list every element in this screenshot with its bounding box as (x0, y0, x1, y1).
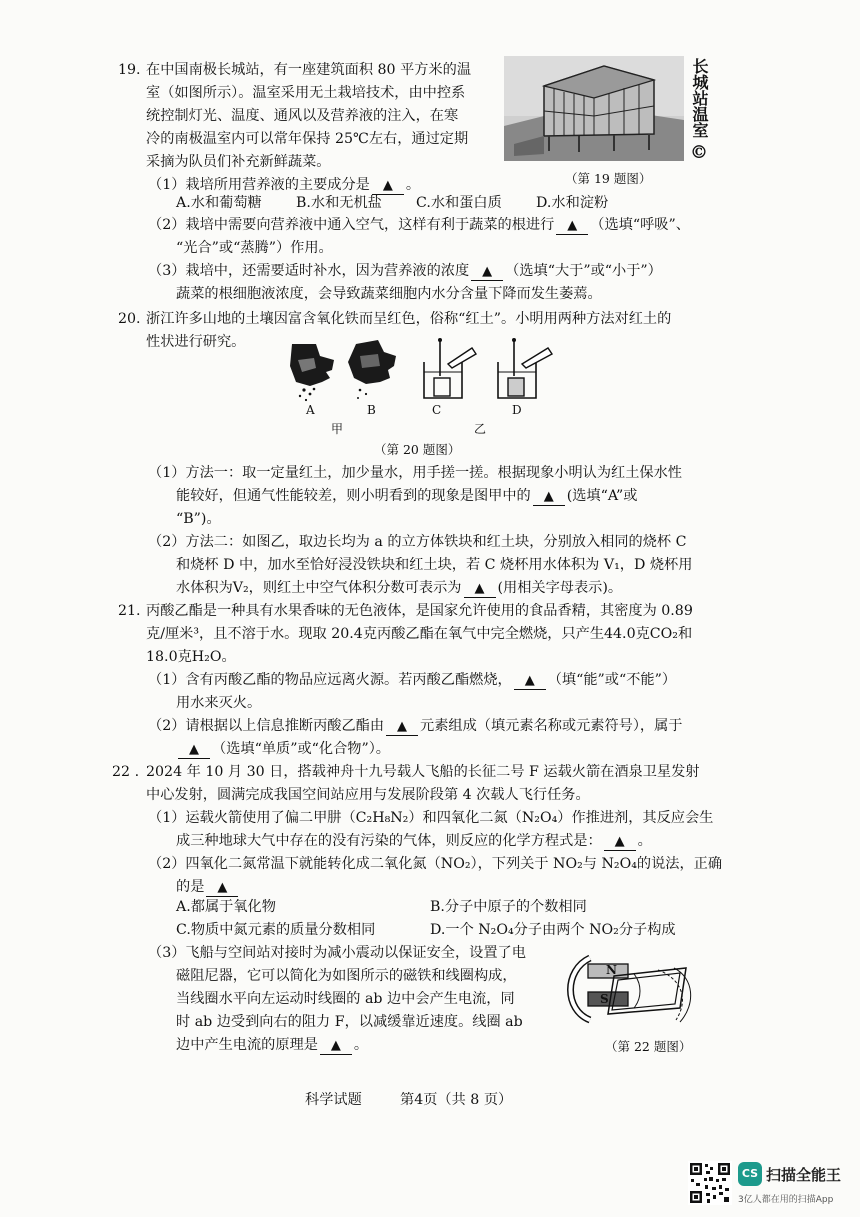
q20-part2-end: 水体积为V₂，则红土中空气体积分数可表示为 ▲ (用相关字母表示)。 (176, 580, 623, 596)
option: D.一个 N₂O₄分子由两个 NO₂分子构成 (430, 922, 676, 938)
option: A.都属于氧化物 (176, 899, 276, 915)
q20-line: 性状进行研究。 (146, 334, 246, 350)
q22-line: 2024 年 10 月 30 日，搭载神舟十九号载人飞船的长征二号 F 运载火箭在酒泉卫星发射 (146, 764, 700, 780)
scanner-app-name: 扫描全能王 (766, 1166, 842, 1184)
magnet-coil-diagram (570, 948, 696, 1030)
q21-line: 18.0克H₂O。 (146, 649, 236, 665)
answer-blank[interactable]: ▲ (386, 719, 418, 736)
answer-blank[interactable]: ▲ (533, 489, 565, 506)
q19-line: 采摘为队员们补充新鲜蔬菜。 (146, 154, 331, 170)
q19-part2: （2）栽培中需要向营养液中通入空气，这样有利于蔬菜的根进行 ▲ （选填“呼吸”、 (148, 217, 690, 233)
q22-part3-end: 边中产生电流的原理是 ▲ 。 (176, 1037, 369, 1053)
q19-line: 冷的南极温室内可以常年保持 25℃左右，通过定期 (146, 131, 469, 147)
group-label: 乙 (474, 422, 487, 436)
q19-part3: （3）栽培中，还需要适时补水，因为营养液的浓度 ▲ （选填“大于”或“小于”） (148, 263, 662, 279)
group-label: 甲 (331, 422, 344, 436)
q22-part1-cont: 成三种地球大气中存在的没有污染的气体，则反应的化学方程式是： ▲ 。 (176, 833, 652, 849)
answer-blank[interactable]: ▲ (178, 742, 210, 759)
q21-part2-cont: ▲ （选填“单质”或“化合物”）。 (176, 739, 390, 759)
answer-blank[interactable]: ▲ (372, 178, 404, 195)
option: C.物质中氮元素的质量分数相同 (176, 922, 376, 938)
answer-blank[interactable]: ▲ (206, 880, 238, 897)
figure-label: B (367, 403, 376, 417)
figure-a-hand-crumbling (286, 342, 338, 404)
q20-part1-cont: 能较好，但通气性能较差，则小明看到的现象是图甲中的 ▲ (选填“A”或 (176, 488, 638, 504)
option: D.水和淀粉 (536, 195, 609, 211)
answer-blank[interactable]: ▲ (604, 834, 636, 851)
q21-part1-cont: 用水来灭火。 (176, 695, 262, 711)
q19-line: 在中国南极长城站，有一座建筑面积 80 平方米的温 (146, 62, 472, 78)
option: B.水和无机盐 (296, 195, 382, 211)
magnet-s-label: S (600, 992, 609, 1006)
option: A.水和葡萄糖 (176, 195, 262, 211)
photo-vertical-text: 长城站温室 (690, 58, 709, 138)
question-number: 20. (118, 311, 141, 327)
q19-part1: （1）栽培所用营养液的主要成分是 ▲ 。 (148, 177, 421, 193)
figure-label: A (306, 403, 315, 417)
scanner-tagline: 3亿人都在用的扫描App (738, 1195, 834, 1205)
figure-caption: （第 20 题图） (374, 442, 461, 457)
q22-part2-cont: 的是 ▲ (176, 877, 240, 897)
q21-part1: （1）含有丙酸乙酯的物品应远离火源。若丙酸乙酯燃烧， ▲ （填“能”或“不能”） (148, 672, 677, 688)
q21-line: 丙酸乙酯是一种具有水果香味的无色液体，是国家允许使用的食品香精，其密度为 0.89 (146, 603, 693, 619)
figure-label: C (432, 403, 442, 417)
q20-line: 浙江许多山地的土壤因富含氧化铁而呈红色，俗称“红土”。小明用两种方法对红土的 (146, 311, 672, 327)
question-number: 21. (118, 603, 141, 619)
q22-part3: （3）飞船与空间站对接时为减小震动以保证安全，设置了电 (148, 945, 526, 961)
scanner-logo-icon: CS (738, 1162, 762, 1186)
q21-part2: （2）请根据以上信息推断丙酸乙酯由 ▲ 元素组成（填元素名称或元素符号），属于 (148, 718, 683, 734)
q19-part2-cont: “光合”或“蒸腾”）作用。 (176, 240, 333, 256)
qr-code-icon (688, 1161, 732, 1205)
figure-label: D (512, 403, 522, 417)
q20-part2-cont: 和烧杯 D 中，加水至恰好浸没铁块和红土块，若 C 烧杯用水体积为 V₁，D 烧杯用 (176, 557, 693, 573)
magnet-n-label: N (606, 963, 617, 977)
q19-line: 室（如图所示）。温室采用无土栽培技术，由中控系 (146, 85, 466, 101)
q22-part1: （1）运载火箭使用了偏二甲肼（C₂H₈N₂）和四氧化二氮（N₂O₄）作推进剂，其反应会生 (148, 810, 714, 826)
q20-part2: （2）方法二：如图乙，取边长均为 a 的立方体铁块和红土块，分别放入相同的烧杯 C (148, 534, 687, 550)
q19-line: 统控制灯光、温度、通风以及营养液的注入，在寒 (146, 108, 459, 124)
figure-c-beaker-iron (418, 336, 478, 402)
answer-blank[interactable]: ▲ (514, 673, 546, 690)
figure-caption: （第 22 题图） (605, 1039, 692, 1054)
footer-page: 第4页（共 8 页） (400, 1092, 513, 1108)
photo-logo-icon: © (690, 142, 708, 163)
q22-part3-cont: 时 ab 边受到向右的阻力 F，以减缓靠近速度。线圈 ab (176, 1014, 523, 1030)
answer-blank[interactable]: ▲ (471, 264, 503, 281)
footer-subject: 科学试题 (305, 1092, 362, 1108)
question-number: 22 . (112, 764, 140, 780)
q22-part2: （2）四氧化二氮常温下就能转化成二氧化氮（NO₂），下列关于 NO₂与 N₂O₄的说法，正确 (148, 856, 723, 872)
figure-d-beaker-soil (492, 336, 554, 402)
answer-blank[interactable]: ▲ (464, 581, 496, 598)
question-number: 19. (118, 62, 141, 78)
figure-caption: （第 19 题图） (565, 171, 652, 186)
q22-line: 中心发射，圆满完成我国空间站应用与发展阶段第 4 次载人飞行任务。 (146, 787, 590, 803)
q20-part1: （1）方法一：取一定量红土，加少量水，用手搓一搓。根据现象小明认为红土保水性 (148, 465, 682, 481)
option: C.水和蛋白质 (416, 195, 502, 211)
greenhouse-photo (504, 56, 684, 161)
q21-line: 克/厘米³，且不溶于水。现取 20.4克丙酸乙酯在氧气中完全燃烧，只产生44.0克CO₂和 (146, 626, 693, 642)
q19-part3-cont: 蔬菜的根细胞液浓度，会导致蔬菜细胞内水分含量下降而发生萎蔫。 (176, 286, 602, 302)
answer-blank[interactable]: ▲ (320, 1038, 352, 1055)
answer-blank[interactable]: ▲ (556, 218, 588, 235)
option: B.分子中原子的个数相同 (430, 899, 587, 915)
q20-part1-end: “B”)。 (176, 511, 221, 527)
q22-part3-cont: 当线圈水平向左运动时线圈的 ab 边中会产生电流，同 (176, 991, 515, 1007)
figure-b-hand-sticky (346, 340, 398, 402)
q22-part3-cont: 磁阻尼器，它可以简化为如图所示的磁铁和线圈构成， (176, 968, 517, 984)
